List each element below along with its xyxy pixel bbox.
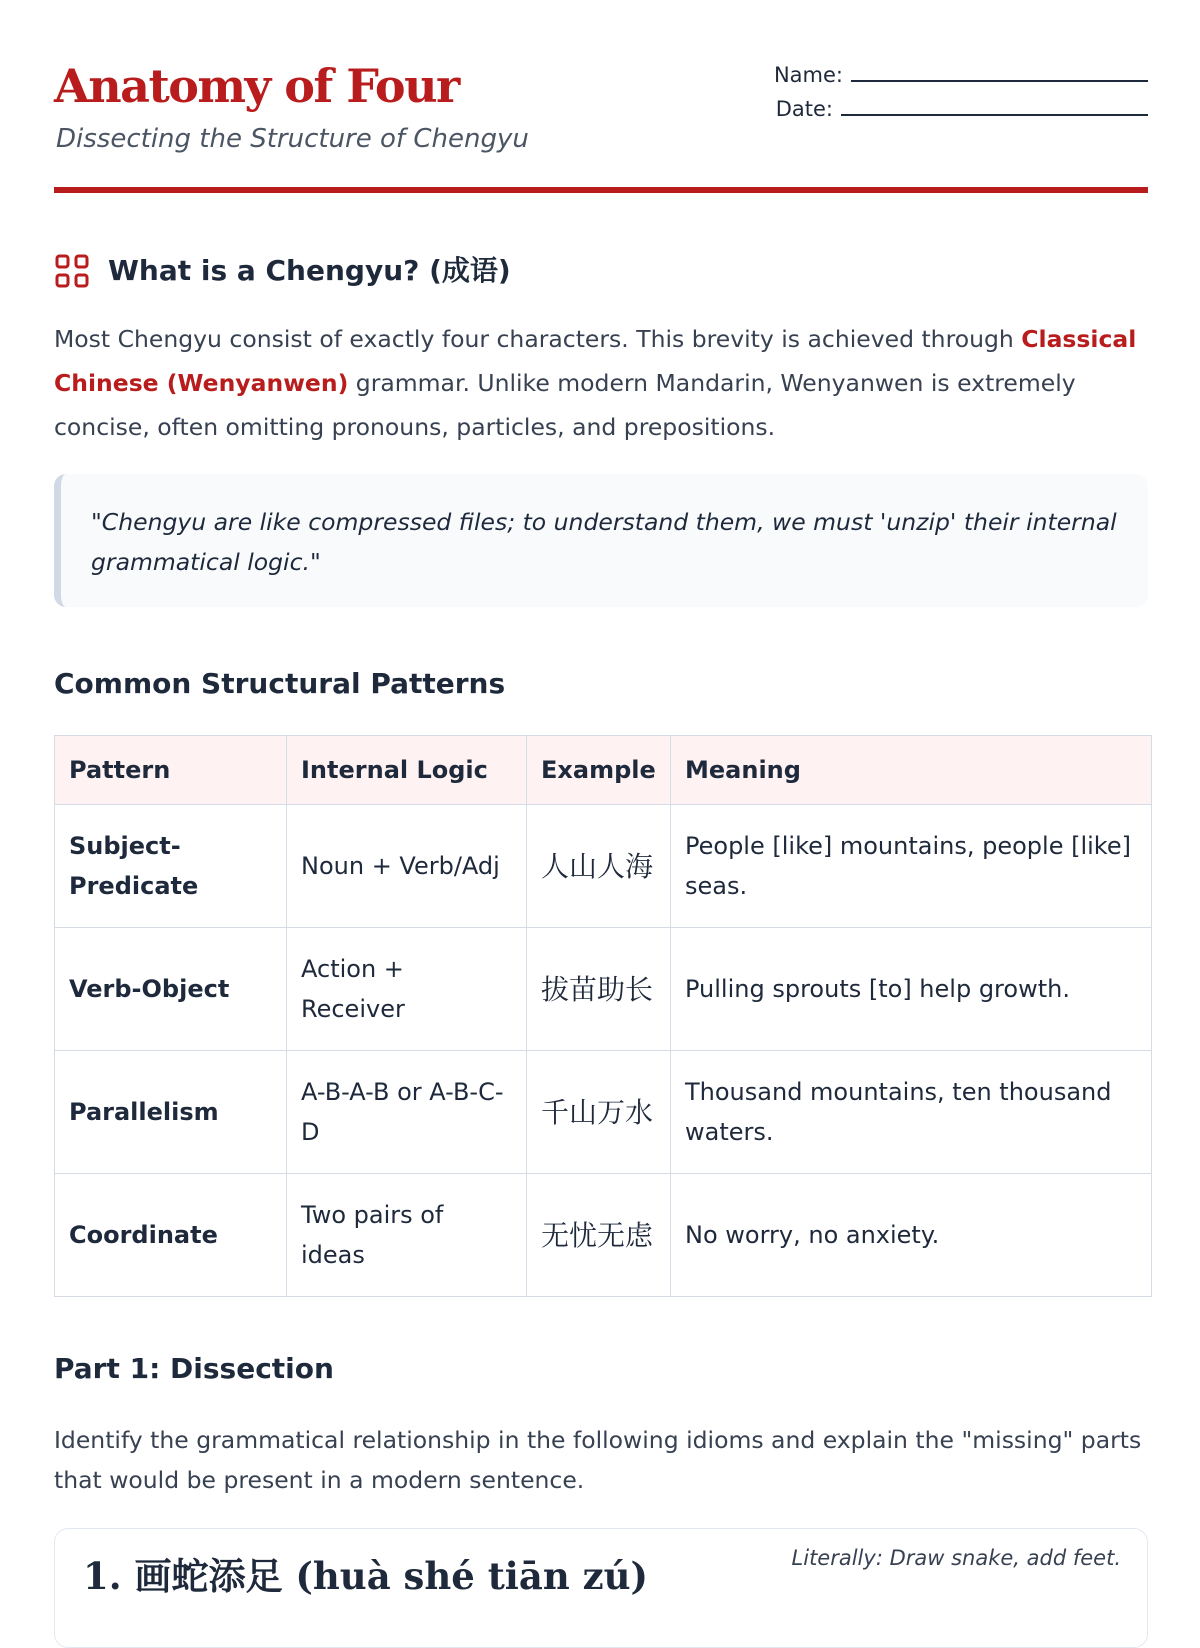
column-header-pattern: Pattern <box>55 736 287 805</box>
name-field[interactable] <box>774 58 1148 92</box>
section-heading-what-is-chengyu <box>54 252 511 290</box>
column-header-logic: Internal Logic <box>287 736 527 805</box>
section-heading-patterns: Common Structural Patterns <box>54 667 506 700</box>
example-cell: 拔苗助长 <box>527 928 671 1051</box>
name-blank-line[interactable] <box>851 79 1148 82</box>
header-divider <box>54 187 1148 193</box>
logic-cell: Action + Receiver <box>287 928 527 1051</box>
table-row <box>55 1174 1152 1297</box>
table-row <box>55 805 1152 928</box>
page-title: Anatomy of Four <box>54 59 459 113</box>
intro-paragraph <box>54 317 1148 449</box>
section-heading-text: What is a Chengyu? (成语) <box>108 254 511 287</box>
meaning-cell: No worry, no anxiety. <box>671 1174 1152 1297</box>
meaning-cell: Pulling sprouts [to] help growth. <box>671 928 1152 1051</box>
example-cell: 千山万水 <box>527 1051 671 1174</box>
logic-cell: A-B-A-B or A-B-C-D <box>287 1051 527 1174</box>
logic-cell: Two pairs of ideas <box>287 1174 527 1297</box>
pattern-cell: Coordinate <box>55 1174 287 1297</box>
worksheet-header <box>54 58 1148 194</box>
table-row <box>55 928 1152 1051</box>
intro-text-end: grammar. Unlike modern Mandarin, Wenyanwen is extremely concise, often omitting pronouns, particles, and prepositions. <box>54 369 1076 441</box>
grid-icon <box>54 253 90 289</box>
student-info-fields <box>774 58 1148 126</box>
pattern-cell: Verb-Object <box>55 928 287 1051</box>
pattern-cell: Parallelism <box>55 1051 287 1174</box>
date-field[interactable] <box>774 92 1148 126</box>
table-header-row <box>55 736 1152 805</box>
name-label: Name: <box>773 63 843 87</box>
patterns-table <box>54 735 1152 1297</box>
pattern-cell: Subject-Predicate <box>55 805 287 928</box>
date-blank-line[interactable] <box>841 113 1148 116</box>
dissection-instructions: Identify the grammatical relationship in the following idioms and explain the "missing" parts that would be present in a modern sentence. <box>54 1426 1142 1494</box>
meaning-cell: People [like] mountains, people [like] seas. <box>671 805 1152 928</box>
intro-text-start: Most Chengyu consist of exactly four characters. This brevity is achieved through <box>54 325 1022 353</box>
section-heading-dissection: Part 1: Dissection <box>54 1352 334 1385</box>
question-card <box>54 1528 1148 1648</box>
question-literal-translation: Literally: Draw snake, add feet. <box>791 1546 1121 1570</box>
logic-cell: Noun + Verb/Adj <box>287 805 527 928</box>
column-header-example: Example <box>527 736 671 805</box>
quote-callout <box>54 474 1148 607</box>
example-cell: 无忧无虑 <box>527 1174 671 1297</box>
date-label: Date: <box>775 97 833 121</box>
page-subtitle: Dissecting the Structure of Chengyu <box>56 124 529 154</box>
example-cell: 人山人海 <box>527 805 671 928</box>
highlight-term: Classical Chinese (Wenyanwen) <box>54 325 1137 397</box>
meaning-cell: Thousand mountains, ten thousand waters. <box>671 1051 1152 1174</box>
question-title: 1. 画蛇添足 (huà shé tiān zú) <box>83 1554 649 1598</box>
table-row <box>55 1051 1152 1174</box>
column-header-meaning: Meaning <box>671 736 1152 805</box>
quote-text: "Chengyu are like compressed files; to understand them, we must 'unzip' their internal grammatical logic." <box>91 508 1117 576</box>
